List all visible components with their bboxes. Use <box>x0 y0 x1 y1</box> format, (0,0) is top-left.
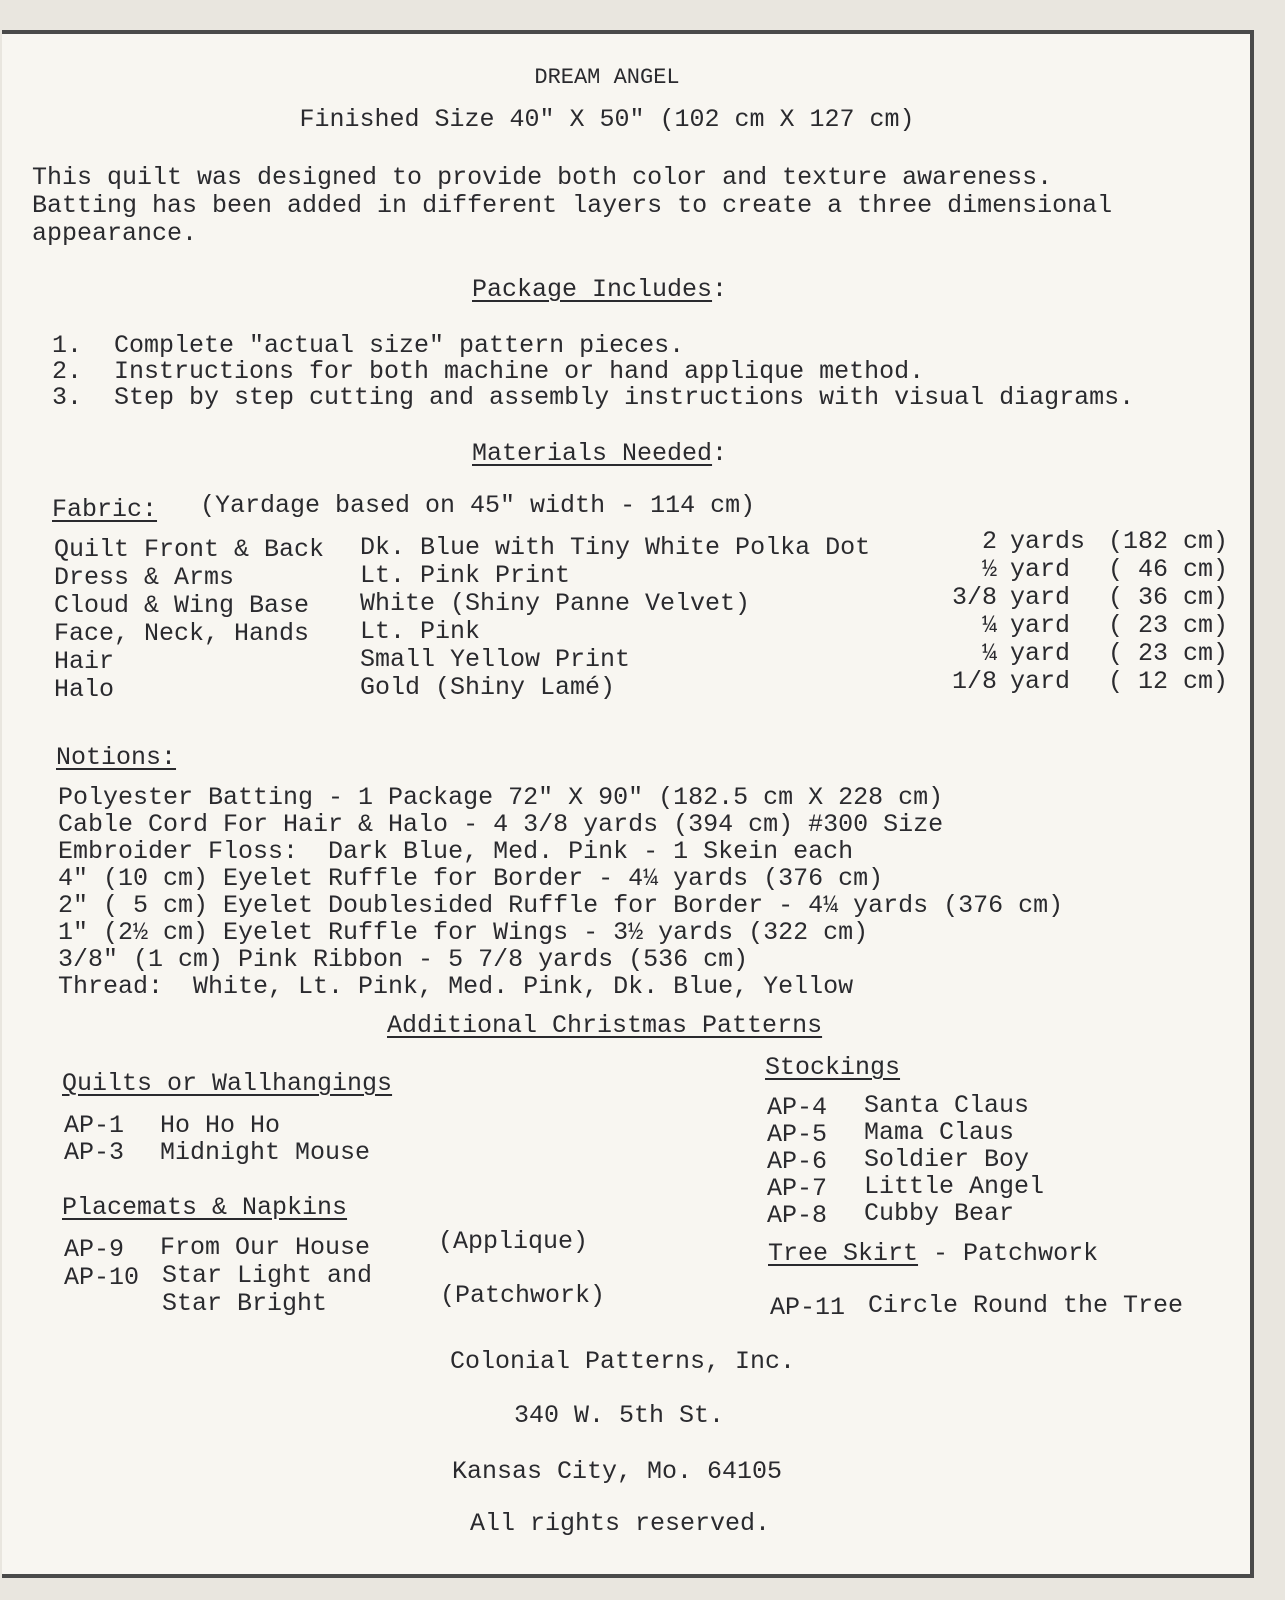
fabric-type: Small Yellow Print <box>360 645 631 674</box>
fabric-unit: yard <box>1010 555 1071 584</box>
pattern-name: Ho Ho Ho <box>160 1111 281 1140</box>
pattern-name-continued: Star Bright <box>162 1289 328 1318</box>
pattern-name: Little Angel <box>864 1172 1045 1201</box>
fabric-cm: ( 36 cm) <box>1108 583 1229 612</box>
package-heading: Package Includes: <box>472 275 728 304</box>
intro-line: Batting has been added in different layers to create a three dimensional <box>32 191 1113 220</box>
notions-label: Notions: <box>56 743 177 772</box>
fabric-part: Halo <box>54 675 115 704</box>
fabric-unit: yard <box>1010 611 1071 640</box>
pattern-code: AP-8 <box>767 1201 828 1230</box>
notion-line: Cable Cord For Hair & Halo - 4 3/8 yards (394 cm) #300 Size <box>58 810 944 839</box>
pattern-code: AP-11 <box>770 1293 846 1322</box>
fabric-cm: ( 12 cm) <box>1108 667 1229 696</box>
materials-heading: Materials Needed: <box>472 439 728 468</box>
package-item-number: 3. <box>52 383 83 412</box>
company-street: 340 W. 5th St. <box>514 1401 725 1430</box>
package-item-text: Complete "actual size" pattern pieces. <box>114 331 685 360</box>
pattern-name: Cubby Bear <box>864 1199 1015 1228</box>
notion-line: 2" ( 5 cm) Eyelet Doublesided Ruffle for Border - 4¼ yards (376 cm) <box>58 891 1064 920</box>
fabric-unit: yard <box>1010 639 1071 668</box>
pattern-type: (Applique) <box>438 1227 589 1256</box>
pattern-sheet <box>2 30 1254 1578</box>
rights-notice: All rights reserved. <box>470 1509 771 1538</box>
fabric-type: Lt. Pink Print <box>360 561 571 590</box>
pattern-name: Midnight Mouse <box>160 1138 371 1167</box>
fabric-qty: ¼ <box>981 639 997 668</box>
fabric-type: White (Shiny Panne Velvet) <box>360 589 751 618</box>
pattern-name: From Our House <box>160 1233 371 1262</box>
pattern-code: AP-6 <box>767 1147 828 1176</box>
pattern-code: AP-5 <box>767 1120 828 1149</box>
notion-line: Polyester Batting - 1 Package 72" X 90" (182.5 cm X 228 cm) <box>58 783 944 812</box>
pattern-name: Mama Claus <box>864 1118 1015 1147</box>
fabric-qty: ½ <box>981 555 997 584</box>
fabric-qty: 2 <box>981 527 997 556</box>
page-title: DREAM ANGEL <box>534 65 680 90</box>
fabric-part: Quilt Front & Back <box>54 535 325 564</box>
pattern-code: AP-9 <box>64 1235 125 1264</box>
pattern-code: AP-1 <box>64 1111 125 1140</box>
notion-line: 4" (10 cm) Eyelet Ruffle for Border - 4¼ yards (376 cm) <box>58 864 884 893</box>
pattern-code: AP-3 <box>64 1138 125 1167</box>
placemats-heading: Placemats & Napkins <box>62 1193 348 1222</box>
fabric-qty: 1/8 <box>951 667 997 696</box>
additional-heading: Additional Christmas Patterns <box>387 1011 823 1040</box>
fabric-part: Cloud & Wing Base <box>54 591 310 620</box>
pattern-name: Santa Claus <box>864 1091 1030 1120</box>
fabric-part: Face, Neck, Hands <box>54 619 310 648</box>
package-item-number: 1. <box>52 331 83 360</box>
fabric-qty: ¼ <box>981 611 997 640</box>
pattern-code: AP-4 <box>767 1093 828 1122</box>
fabric-cm: ( 23 cm) <box>1108 639 1229 668</box>
package-item-text: Step by step cutting and assembly instructions with visual diagrams. <box>114 383 1135 412</box>
pattern-type: (Patchwork) <box>440 1281 606 1310</box>
pattern-name: Star Light and <box>162 1261 373 1290</box>
pattern-name: Soldier Boy <box>864 1145 1030 1174</box>
fabric-cm: ( 46 cm) <box>1108 555 1229 584</box>
fabric-note: (Yardage based on 45" width - 114 cm) <box>200 491 756 520</box>
notion-line: Embroider Floss: Dark Blue, Med. Pink - 1 Skein each <box>58 837 854 866</box>
finished-size: Finished Size 40" X 50" (102 cm X 127 cm) <box>299 105 915 134</box>
intro-line: This quilt was designed to provide both color and texture awareness. <box>32 163 1053 192</box>
pattern-name: Circle Round the Tree <box>868 1291 1184 1320</box>
fabric-type: Dk. Blue with Tiny White Polka Dot <box>360 533 871 562</box>
intro-line: appearance. <box>32 219 198 248</box>
tree-skirt-heading: Tree Skirt - Patchwork <box>768 1239 1099 1268</box>
fabric-type: Lt. Pink <box>360 617 481 646</box>
fabric-unit: yard <box>1010 667 1071 696</box>
fabric-cm: (182 cm) <box>1108 527 1229 556</box>
package-item-text: Instructions for both machine or hand applique method. <box>114 357 925 386</box>
quilts-heading: Quilts or Wallhangings <box>62 1069 393 1098</box>
pattern-code: AP-10 <box>64 1263 140 1292</box>
notion-line: 1" (2½ cm) Eyelet Ruffle for Wings - 3½ yards (322 cm) <box>58 918 869 947</box>
package-item-number: 2. <box>52 357 83 386</box>
pattern-code: AP-7 <box>767 1174 828 1203</box>
fabric-label: Fabric: <box>52 495 158 524</box>
company-name: Colonial Patterns, Inc. <box>450 1347 796 1376</box>
fabric-unit: yards <box>1010 527 1086 556</box>
fabric-type: Gold (Shiny Lamé) <box>360 673 616 702</box>
notion-line: 3/8" (1 cm) Pink Ribbon - 5 7/8 yards (536 cm) <box>58 945 749 974</box>
fabric-qty: 3/8 <box>951 583 997 612</box>
company-city: Kansas City, Mo. 64105 <box>452 1457 783 1486</box>
fabric-part: Dress & Arms <box>54 563 235 592</box>
fabric-cm: ( 23 cm) <box>1108 611 1229 640</box>
stockings-heading: Stockings <box>765 1053 901 1082</box>
fabric-part: Hair <box>54 647 115 676</box>
notion-line: Thread: White, Lt. Pink, Med. Pink, Dk. Blue, Yellow <box>58 972 854 1001</box>
fabric-unit: yard <box>1010 583 1071 612</box>
